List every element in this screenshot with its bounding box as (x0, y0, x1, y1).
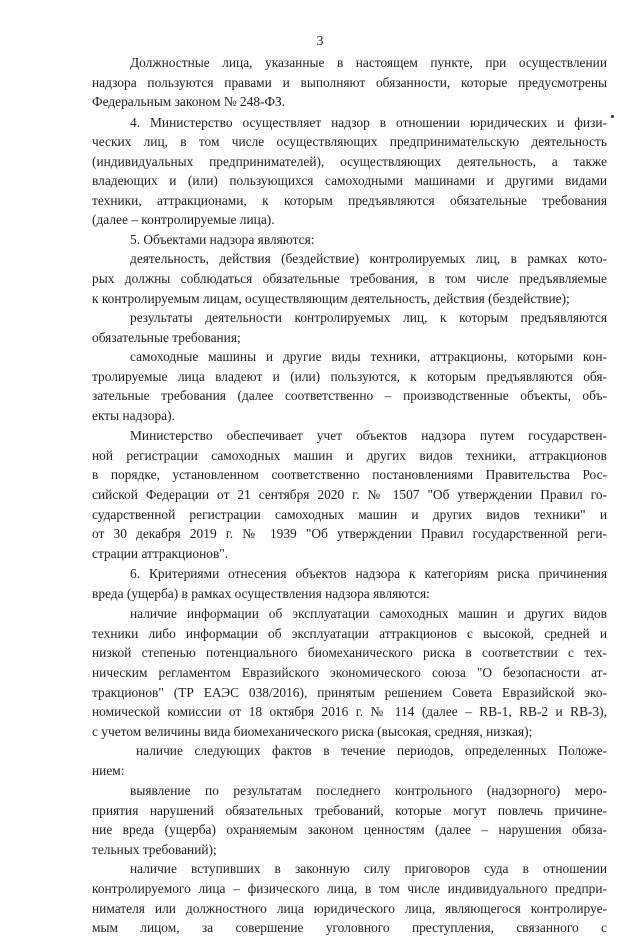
text-line: ческих лиц, в том числе осуществляющих предпринимательскую деятельность (92, 134, 607, 150)
text-line: результаты деятельности контролируемых лиц, к которым предъявляются (130, 310, 607, 326)
text-line: к контролируемым лицам, осуществляющим деятельность, действия (бездействие); (92, 290, 570, 306)
text-line: екты надзора). (92, 407, 175, 423)
text-line: владеющих и (или) пользующихся самоходными машинами и другими видами (92, 173, 607, 189)
text-line: от 30 декабря 2019 г. № 1939 "Об утверждении Правил государственной реги- (92, 526, 607, 542)
text-line: обязательные требования; (92, 329, 241, 345)
text-line: ной регистрации самоходных машин и других видов техники, аттракционов (92, 447, 607, 463)
text-line: ническим регламентом Евразийского экономического союза "О безопасности ат- (92, 664, 607, 680)
text-line: зательные требования (далее соответственно – производственные объекты, объ- (92, 388, 607, 404)
text-line: Министерство обеспечивает учет объектов надзора путем государствен- (130, 428, 607, 444)
text-line: нимателя или должностного лица юридического лица, являющегося контролируе- (92, 900, 607, 916)
text-line: техники либо информации об эксплуатации аттракционов с высокой, средней и (92, 625, 607, 641)
text-line: 4. Министерство осуществляет надзор в отношении юридических и физи- (130, 114, 607, 130)
text-line: приятия нарушений обязательных требований, которые могут повлечь причине- (92, 802, 607, 818)
text-line: тролируемые лица владеют и (или) пользуются, к которым предъявляются обя- (92, 368, 607, 384)
document-body (92, 53, 607, 938)
text-line: рых должны соблюдаться обязательные требования, в том числе предъявляемые (92, 271, 607, 287)
text-line: самоходные машины и другие виды техники, аттракционы, которыми кон- (130, 349, 607, 365)
text-line: техники, аттракционами, к которым предъявляются обязательные требования (92, 192, 607, 208)
text-line: (индивидуальных предпринимателей), осуществляющих деятельность, а также (92, 153, 607, 169)
text-line: мым лицом, за совершение уголовного преступления, связанного с (92, 920, 607, 936)
text-line: Должностные лица, указанные в настоящем пункте, при осуществлении (130, 55, 607, 70)
text-line: 5. Объектами надзора являются: (130, 231, 315, 247)
text-line: тельных требований); (92, 841, 217, 857)
text-line: вреда (ущерба) в рамках осуществления надзора являются: (92, 585, 430, 601)
text-line: низкой степенью потенциального биомеханического риска в соответствии с тех- (92, 645, 607, 661)
margin-mark (611, 115, 614, 118)
text-line: наличие информации об эксплуатации самоходных машин и других видов (130, 606, 607, 622)
text-line: ние вреда (ущерба) охраняемым законом ценностям (далее – нарушения обяза- (92, 822, 607, 838)
text-line: сударственной регистрации самоходных машин и других видов техники" и (92, 506, 607, 522)
text-line: страции аттракционов". (92, 545, 229, 561)
text-line: с учетом величины вида биомеханического риска (высокая, средняя, низкая); (92, 723, 533, 739)
text-line: номической комиссии от 18 октября 2016 г. № 114 (далее – RB-1, RB-2 и RB-3), (92, 704, 607, 720)
text-line: нием: (92, 762, 125, 778)
text-line: надзора пользуются правами и выполняют обязанности, которые предусмотрены (92, 74, 607, 90)
page-number: 3 (316, 34, 324, 49)
text-line: наличие следующих фактов в течение периодов, определенных Положе- (136, 743, 607, 759)
text-line: выявление по результатам последнего контрольного (надзорного) меро- (130, 783, 607, 799)
text-line: контролируемого лица – физического лица, в том числе индивидуального предпри- (92, 880, 607, 896)
text-line: (далее – контролируемые лица). (92, 212, 275, 228)
text-line: наличие вступивших в законную силу приговоров суда в отношении (130, 861, 607, 877)
text-line: в порядке, установленном соответственно постановлениями Правительства Рос- (92, 467, 607, 483)
text-line: деятельность, действия (бездействие) контролируемых лиц, в рамках кото- (130, 251, 607, 267)
text-line: сийской Федерации от 21 сентября 2020 г. № 1507 "Об утверждении Правил го- (92, 487, 607, 503)
text-line: 6. Критериями отнесения объектов надзора к категориям риска причинения (130, 566, 607, 582)
text-line: тракционов" (ТР ЕАЭС 038/2016), принятым решением Совета Евразийской эко- (92, 684, 607, 700)
text-line: Федеральным законом № 248-ФЗ. (92, 94, 286, 110)
